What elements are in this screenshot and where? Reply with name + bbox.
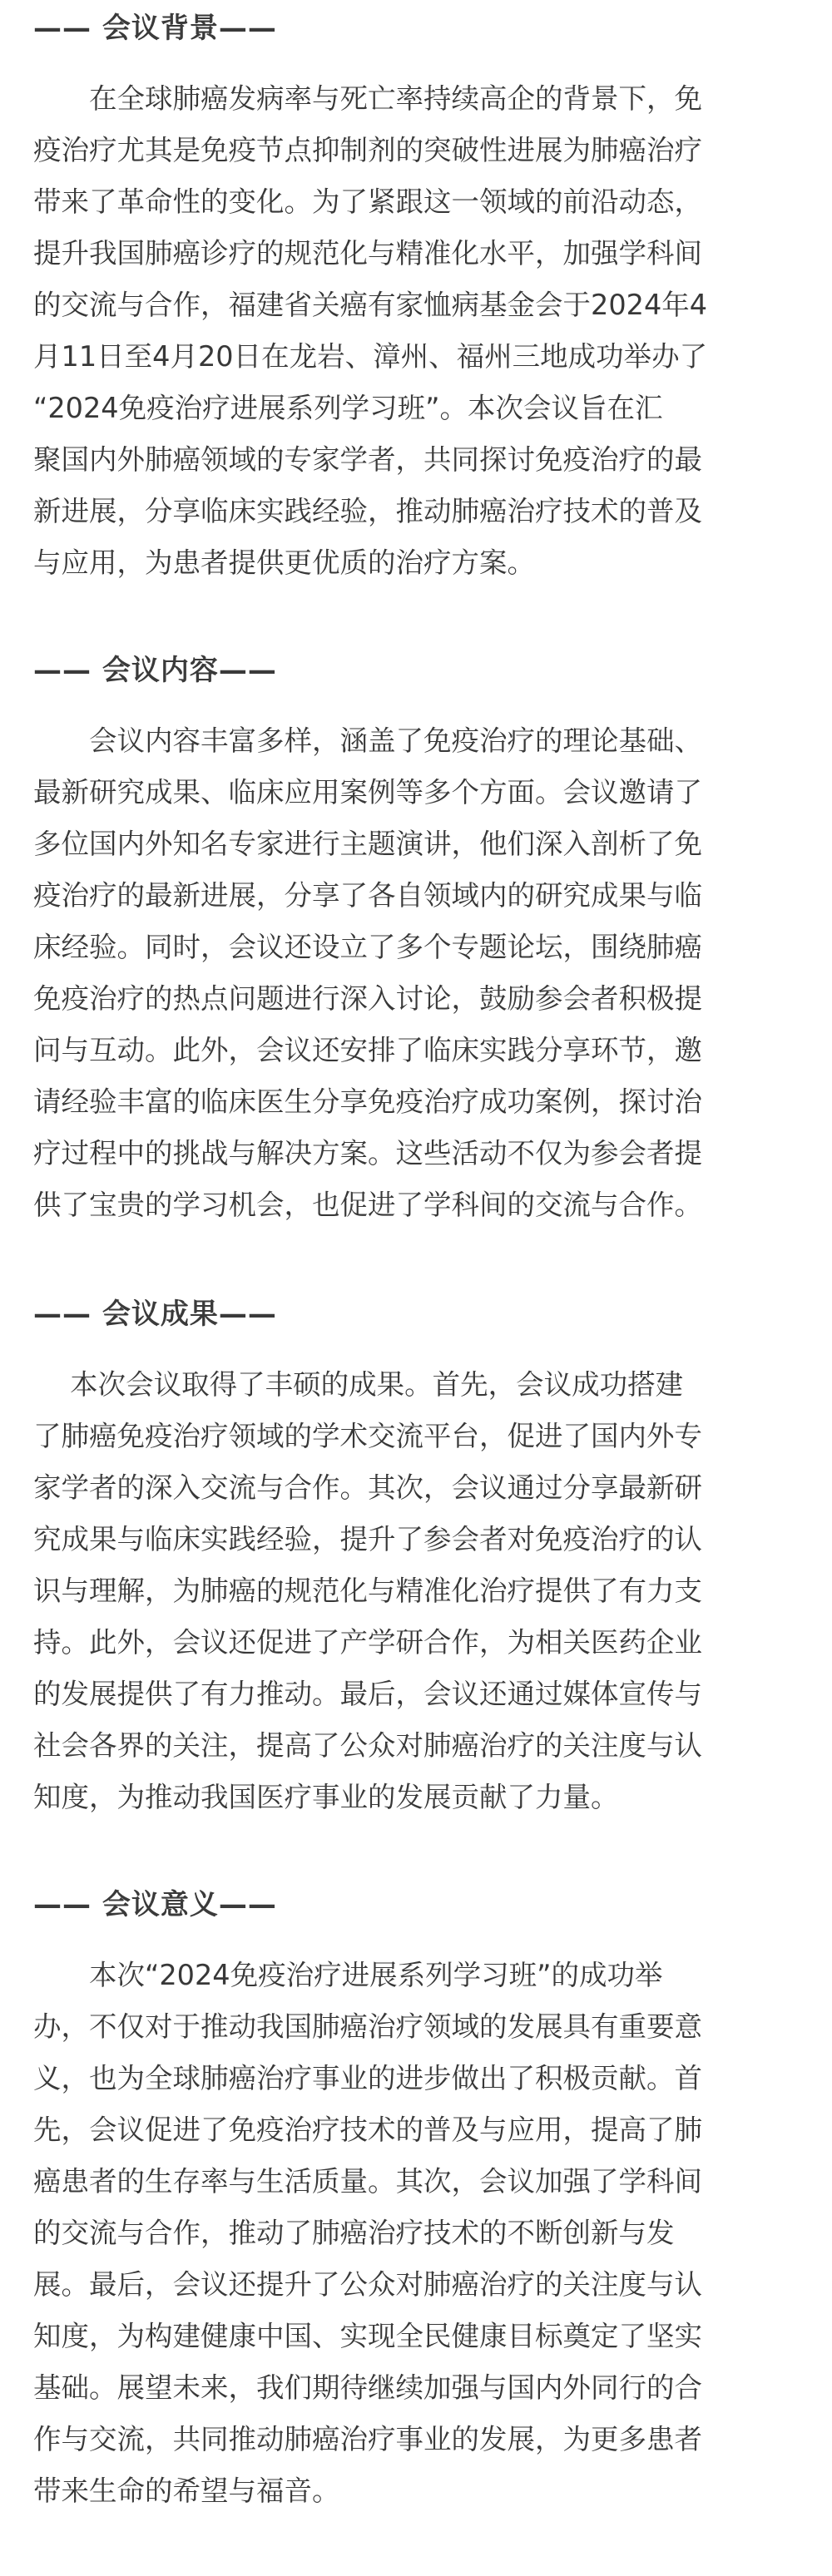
section-paragraph (33, 1359, 799, 1823)
paragraph-line: 先，会议促进了免疫治疗技术的普及与应用，提高了肺 (33, 2114, 702, 2146)
paragraph-line: 与应用，为患者提供更优质的治疗方案。 (33, 546, 535, 579)
paragraph-line: 会议内容丰富多样，涵盖了免疫治疗的理论基础、 (33, 724, 702, 757)
paragraph-line: 的交流与合作，福建省关癌有家恤病基金会于2024年4 (33, 289, 708, 321)
paragraph-line: 新进展，分享临床实践经验，推动肺癌治疗技术的普及 (33, 495, 702, 527)
paragraph-line: 带来生命的希望与福音。 (33, 2475, 340, 2507)
section-paragraph (33, 73, 799, 589)
paragraph-line: 了肺癌免疫治疗领域的学术交流平台，促进了国内外专 (33, 1420, 702, 1452)
paragraph-line: 本次“2024免疫治疗进展系列学习班”的成功举 (33, 1959, 663, 1991)
section-paragraph (33, 715, 799, 1231)
paragraph-line: 基础。展望未来，我们期待继续加强与国内外同行的合 (33, 2371, 702, 2404)
paragraph-line: 本次会议取得了丰硕的成果。首先，会议成功搭建 (33, 1368, 684, 1401)
paragraph-line: 免疫治疗的热点问题进行深入讨论，鼓励参会者积极提 (33, 982, 702, 1015)
section-background (33, 12, 799, 589)
paragraph-line: 床经验。同时，会议还设立了多个专题论坛，围绕肺癌 (33, 931, 702, 963)
section-results (33, 1298, 799, 1823)
paragraph-line: 社会各界的关注，提高了公众对肺癌治疗的关注度与认 (33, 1729, 702, 1762)
paragraph-line: 知度，为构建健康中国、实现全民健康目标奠定了坚实 (33, 2320, 702, 2352)
paragraph-line: 究成果与临床实践经验，提升了参会者对免疫治疗的认 (33, 1523, 702, 1555)
paragraph-line: 义，也为全球肺癌治疗事业的进步做出了积极贡献。首 (33, 2062, 702, 2094)
paragraph-line: 在全球肺癌发病率与死亡率持续高企的背景下，免 (33, 82, 702, 115)
section-heading: —— 会议内容—— (33, 654, 277, 687)
paragraph-line: 的发展提供了有力推动。最后，会议还通过媒体宣传与 (33, 1678, 702, 1710)
paragraph-line: 请经验丰富的临床医生分享免疫治疗成功案例，探讨治 (33, 1085, 702, 1118)
paragraph-line: 癌患者的生存率与生活质量。其次，会议加强了学科间 (33, 2165, 702, 2198)
paragraph-line: 月11日至4月20日在龙岩、漳州、福州三地成功举办了 (33, 340, 708, 373)
paragraph-line: 持。此外，会议还促进了产学研合作，为相关医药企业 (33, 1626, 702, 1659)
section-heading: —— 会议成果—— (33, 1298, 277, 1331)
paragraph-line: 家学者的深入交流与合作。其次，会议通过分享最新研 (33, 1471, 702, 1504)
paragraph-line: 供了宝贵的学习机会，也促进了学科间的交流与合作。 (33, 1189, 702, 1221)
paragraph-line: 办，不仅对于推动我国肺癌治疗领域的发展具有重要意 (33, 2010, 702, 2043)
paragraph-line: 最新研究成果、临床应用案例等多个方面。会议邀请了 (33, 776, 702, 808)
paragraph-line: 展。最后，会议还提升了公众对肺癌治疗的关注度与认 (33, 2268, 702, 2301)
paragraph-line: 带来了革命性的变化。为了紧跟这一领域的前沿动态， (33, 185, 702, 218)
paragraph-line: “2024免疫治疗进展系列学习班”。本次会议旨在汇 (33, 392, 663, 424)
section-paragraph (33, 1950, 799, 2517)
section-significance (33, 1888, 799, 2517)
paragraph-line: 疗过程中的挑战与解决方案。这些活动不仅为参会者提 (33, 1137, 702, 1169)
section-heading: —— 会议背景—— (33, 12, 277, 45)
paragraph-line: 多位国内外知名专家进行主题演讲，他们深入剖析了免 (33, 828, 702, 860)
paragraph-line: 疫治疗尤其是免疫节点抑制剂的突破性进展为肺癌治疗 (33, 134, 702, 166)
paragraph-line: 疫治疗的最新进展，分享了各自领域内的研究成果与临 (33, 879, 702, 912)
paragraph-line: 识与理解，为肺癌的规范化与精准化治疗提供了有力支 (33, 1575, 702, 1607)
section-content (33, 654, 799, 1231)
paragraph-line: 的交流与合作，推动了肺癌治疗技术的不断创新与发 (33, 2217, 675, 2249)
paragraph-line: 提升我国肺癌诊疗的规范化与精准化水平，加强学科间 (33, 237, 702, 269)
paragraph-line: 问与互动。此外，会议还安排了临床实践分享环节，邀 (33, 1034, 702, 1066)
paragraph-line: 作与交流，共同推动肺癌治疗事业的发展，为更多患者 (33, 2423, 702, 2455)
section-heading: —— 会议意义—— (33, 1888, 277, 1921)
paragraph-line: 知度，为推动我国医疗事业的发展贡献了力量。 (33, 1781, 619, 1813)
paragraph-line: 聚国内外肺癌领域的专家学者，共同探讨免疫治疗的最 (33, 443, 702, 476)
